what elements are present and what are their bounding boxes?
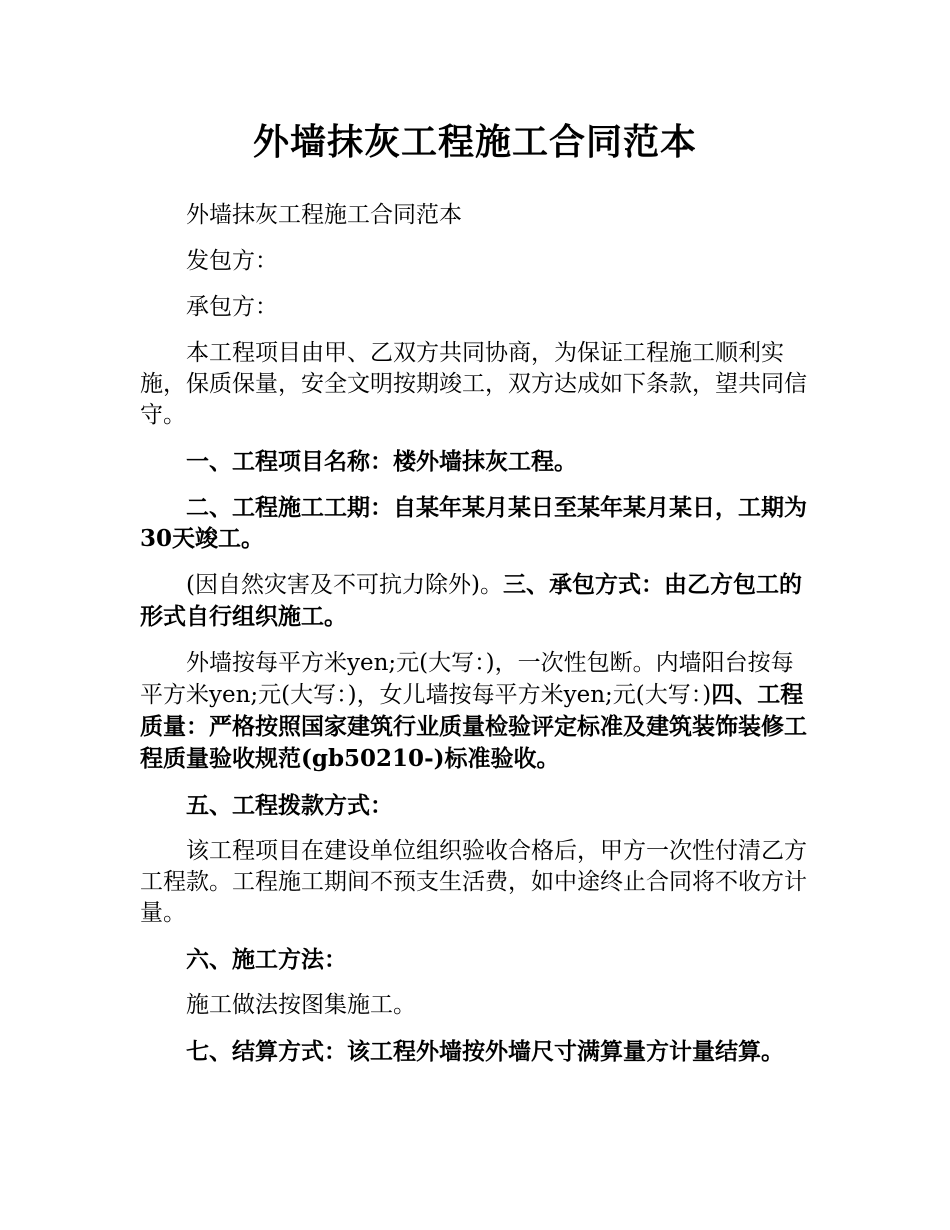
clause-pricing-quality: [140, 648, 816, 775]
paragraph-text: 施工做法按图集施工。: [186, 992, 416, 1018]
paragraph-payment: [140, 836, 816, 929]
clause-text: 五、工程拨款方式：: [186, 792, 393, 819]
clause-text: 三、承包方式：由乙方包工的形式自行组织施工。: [140, 571, 802, 630]
clause-text: 六、施工方法：: [186, 946, 347, 973]
clause-project-name: [140, 446, 816, 477]
paragraph-heading-repeat: [140, 200, 816, 231]
paragraph-text: 外墙按每平方米yen;元(大写：)，一次性包断。内墙阳台按每平方米yen;元(大写：)，女儿墙按每平方米yen;元(大写：): [140, 650, 794, 708]
clause-text: 七、结算方式：该工程外墙按外墙尺寸满算量方计量结算。: [186, 1038, 784, 1065]
document-body: [140, 200, 816, 1082]
paragraph-employer: [140, 246, 816, 277]
paragraph-text: 外墙抹灰工程施工合同范本: [186, 202, 462, 228]
clause-settlement: [140, 1036, 816, 1067]
clause-text: 一、工程项目名称：楼外墙抹灰工程。: [186, 448, 577, 475]
paragraph-contractor: [140, 292, 816, 323]
clause-text: 四、工程质量：严格按照国家建筑行业质量检验评定标准及建筑装饰装修工程质量验收规范(gb50210-)标准验收。: [140, 681, 807, 772]
paragraph-method: [140, 990, 816, 1021]
clause-payment-heading: [140, 790, 816, 821]
paragraph-text: 发包方：: [186, 248, 278, 274]
paragraph-preamble: [140, 338, 816, 431]
paragraph-text: 承包方：: [186, 294, 278, 320]
clause-method-heading: [140, 944, 816, 975]
document-title: 外墙抹灰工程施工合同范本: [252, 121, 697, 163]
paragraph-text: 该工程项目在建设单位组织验收合格后，甲方一次性付清乙方工程款。工程施工期间不预支生活费，如中途终止合同将不收方计量。: [140, 838, 807, 926]
paragraph-text: 本工程项目由甲、乙双方共同协商，为保证工程施工顺利实施，保质保量，安全文明按期竣工，双方达成如下条款，望共同信守。: [140, 340, 807, 428]
clause-text: 二、工程施工工期：自某年某月某日至某年某月某日，工期为30天竣工。: [140, 494, 807, 552]
paragraph-text: (因自然灾害及不可抗力除外)。: [186, 572, 503, 598]
clause-contract-method: [140, 569, 816, 633]
clause-schedule: [140, 492, 816, 554]
